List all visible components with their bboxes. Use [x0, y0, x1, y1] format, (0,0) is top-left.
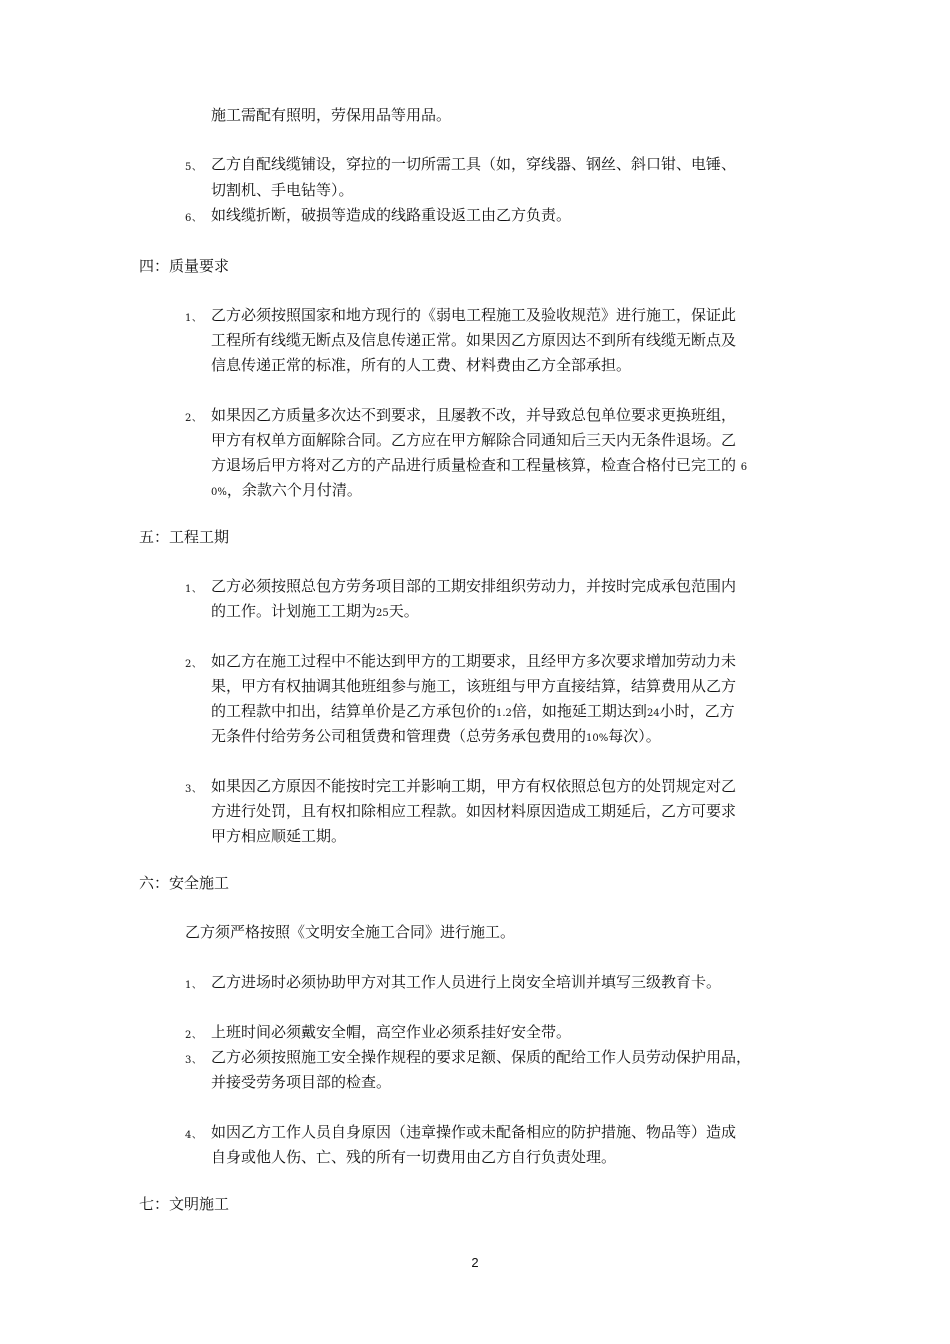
paragraph-line: 甲方相应顺延工期。	[211, 827, 347, 845]
list-number: 1、	[185, 980, 203, 991]
paragraph-line: 乙方必须按照施工安全操作规程的要求足额、保质的配给工作人员劳动保护用品，	[211, 1048, 752, 1066]
list-number: 4、	[185, 1130, 203, 1141]
paragraph-line: 如果因乙方质量多次达不到要求，且屡教不改，并导致总包单位要求更换班组，	[211, 406, 737, 424]
list-number: 2、	[185, 413, 203, 424]
paragraph-line	[211, 726, 661, 749]
paragraph-line: 并接受劳务项目部的检查。	[211, 1073, 392, 1091]
text-segment: 倍，如拖延工期达到	[511, 702, 647, 720]
paragraph-line: 甲方有权单方面解除合同。乙方应在甲方解除合同通知后三天内无条件退场。乙	[211, 431, 737, 449]
paragraph-line: 果，甲方有权抽调其他班组参与施工，该班组与甲方直接结算，结算费用从乙方	[211, 677, 737, 695]
paragraph-line: 乙方进场时必须协助甲方对其工作人员进行上岗安全培训并填写三级教育卡。	[211, 973, 722, 991]
text-segment: 天。	[388, 602, 419, 620]
text-segment: 24	[646, 708, 660, 719]
paragraph-line: 上班时间必须戴安全帽，高空作业必须系挂好安全带。	[211, 1023, 572, 1041]
text-segment: 的工程款中扣出，结算单价是乙方承包价的	[211, 702, 497, 720]
section-heading: 四：质量要求	[139, 257, 230, 275]
text-segment: ，余款六个月付清。	[226, 481, 362, 499]
text-segment: 方退场后甲方将对乙方的产品进行质量检查和工程量核算，检查合格付已完工的	[211, 456, 741, 474]
paragraph-line: 乙方自配线缆铺设，穿拉的一切所需工具（如，穿线器、钢丝、斜口钳、电锤、	[211, 155, 737, 173]
paragraph-line: 如果因乙方原因不能按时完工并影响工期，甲方有权依照总包方的处罚规定对乙	[211, 777, 737, 795]
paragraph-line: 乙方须严格按照《文明安全施工合同》进行施工。	[185, 923, 516, 941]
list-number: 5、	[185, 162, 203, 173]
paragraph-line: 如乙方在施工过程中不能达到甲方的工期要求，且经甲方多次要求增加劳动力未	[211, 652, 737, 670]
list-number: 2、	[185, 1030, 203, 1041]
section-heading: 五：工程工期	[139, 528, 230, 546]
text-segment: 每次）。	[608, 727, 661, 745]
text-segment: 的工作。计划施工工期为	[211, 602, 377, 620]
list-number: 1、	[185, 584, 203, 595]
text-segment: 无条件付给劳务公司租赁费和管理费（总劳务承包费用的	[211, 727, 587, 745]
text-segment: 25	[376, 608, 389, 619]
list-number: 6、	[185, 213, 203, 224]
paragraph-line: 自身或他人伤、亡、残的所有一切费用由乙方自行负责处理。	[211, 1148, 617, 1166]
page-number: 2	[471, 1255, 479, 1270]
list-number: 2、	[185, 659, 203, 670]
paragraph-line: 如线缆折断，破损等造成的线路重设返工由乙方负责。	[211, 206, 572, 224]
text-segment: 6	[740, 462, 748, 473]
text-segment: 10%	[586, 733, 609, 744]
paragraph-line: 方进行处罚，且有权扣除相应工程款。如因材料原因造成工期延后，乙方可要求	[211, 802, 737, 820]
paragraph-line: 乙方必须按照国家和地方现行的《弱电工程施工及验收规范》进行施工，保证此	[211, 306, 737, 324]
paragraph-line	[211, 455, 747, 478]
text-segment: 0%	[211, 487, 227, 498]
section-heading: 六：安全施工	[139, 874, 230, 892]
section-heading: 七：文明施工	[139, 1195, 230, 1213]
paragraph-line: 如因乙方工作人员自身原因（违章操作或未配备相应的防护措施、物品等）造成	[211, 1123, 737, 1141]
text-segment: 小时，乙方	[659, 702, 735, 720]
list-number: 3、	[185, 1055, 203, 1066]
paragraph-line	[211, 701, 735, 724]
paragraph-line	[211, 480, 362, 503]
paragraph-line: 施工需配有照明，劳保用品等用品。	[211, 106, 452, 124]
paragraph-line: 乙方必须按照总包方劳务项目部的工期安排组织劳动力，并按时完成承包范围内	[211, 577, 737, 595]
text-segment: 1.2	[496, 708, 512, 719]
paragraph-line: 信息传递正常的标准，所有的人工费、材料费由乙方全部承担。	[211, 356, 632, 374]
paragraph-line: 工程所有线缆无断点及信息传递正常。如果因乙方原因达不到所有线缆无断点及	[211, 331, 737, 349]
list-number: 3、	[185, 784, 203, 795]
paragraph-line	[211, 601, 419, 624]
paragraph-line: 切割机、手电钻等）。	[211, 181, 354, 199]
list-number: 1、	[185, 313, 203, 324]
